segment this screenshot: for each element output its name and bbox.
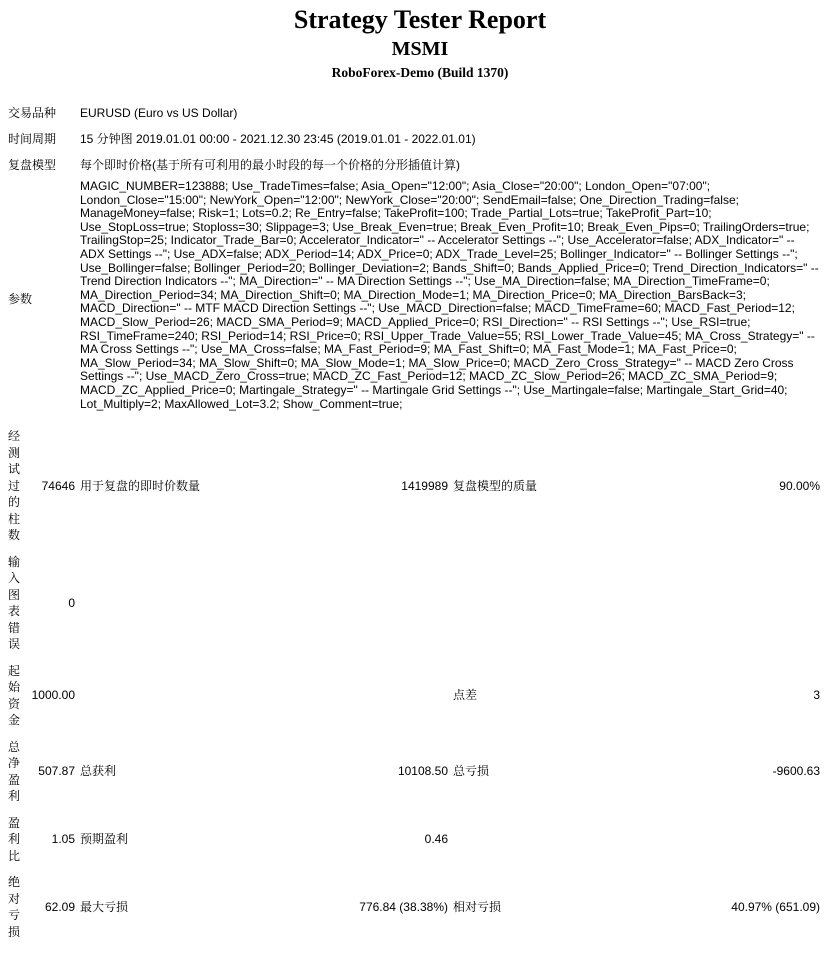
- table-row-bars-in-test: [8, 423, 820, 549]
- stat-label: 输入图表错误: [8, 554, 21, 652]
- stat-label: 复盘模型的质量: [453, 478, 538, 493]
- report-header: [8, 5, 832, 81]
- stat-label: 总净盈利: [8, 739, 21, 804]
- server-build: RoboForex-Demo (Build 1370): [331, 65, 509, 80]
- stat-value: 1000.00: [31, 688, 75, 703]
- stat-value: 62.09: [44, 899, 75, 914]
- model-label: 复盘模型: [8, 158, 57, 172]
- stat-label: [448, 549, 698, 658]
- settings-row-period: [8, 126, 820, 152]
- symbol-value: EURUSD (Euro vs US Dollar): [80, 106, 238, 120]
- stat-value: 40.97% (651.09): [731, 899, 820, 914]
- stat-value: 507.87: [38, 764, 75, 779]
- stat-label: 最大亏损: [80, 899, 129, 914]
- stat-label: [448, 810, 698, 870]
- strategy-tester-report: [0, 5, 832, 953]
- settings-row-symbol: [8, 100, 820, 126]
- stat-label: 起始资金: [8, 663, 21, 728]
- settings-table: [8, 100, 820, 419]
- stat-value: 1419989: [401, 478, 448, 493]
- stat-value: [698, 810, 820, 870]
- stat-value: 74646: [41, 478, 75, 493]
- stat-value: [345, 658, 448, 734]
- stat-value: 90.00%: [779, 478, 820, 493]
- parameters-label: 参数: [8, 291, 33, 306]
- settings-row-parameters: [8, 178, 820, 419]
- stat-label: 用于复盘的即时价数量: [80, 478, 201, 493]
- stats-table: [8, 423, 820, 945]
- stat-value: [345, 549, 448, 658]
- stat-value: [698, 549, 820, 658]
- period-label: 时间周期: [8, 132, 57, 146]
- stat-value: 1.05: [51, 832, 75, 847]
- stat-label: 总亏损: [453, 764, 490, 779]
- expert-name: MSMI: [391, 38, 449, 60]
- table-row-absolute-drawdown: [8, 869, 820, 945]
- stat-value: -9600.63: [772, 764, 820, 779]
- stat-label: 预期盈利: [80, 832, 129, 847]
- stat-label: 相对亏损: [453, 899, 502, 914]
- stat-value: 0: [68, 595, 75, 610]
- table-row-total-net-profit: [8, 734, 820, 810]
- stat-label: [75, 549, 345, 658]
- table-row-mismatched-charts-errors: [8, 549, 820, 658]
- stat-value: 10108.50: [397, 764, 448, 779]
- stat-label: 总获利: [80, 764, 117, 779]
- stat-label: 点差: [453, 688, 478, 703]
- stat-label: 盈利比: [8, 815, 21, 863]
- stat-value: 776.84 (38.38%): [359, 899, 448, 914]
- table-row-initial-deposit: [8, 658, 820, 734]
- period-value: 15 分钟图 2019.01.01 00:00 - 2021.12.30 23:45 (2019.01.01 - 2022.01.01): [80, 132, 476, 146]
- page-title: Strategy Tester Report: [293, 5, 547, 34]
- parameters-value: MAGIC_NUMBER=123888; Use_TradeTimes=false; Asia_Open="12:00"; Asia_Close="20:00"; London_Open="07:00"; London_Close="15:00"; NewYork_Open="12:00"; NewYork_Close="20:00"; SendEmail=false; One_Direction_Trading=false; ManageMoney=false; Risk=1; Lots=0.2; Re_Entry=false; TakeProfit=100; Trade_Partial_Lots=true; TakeProfit_Part=10; Use_StopLoss=true; Stoploss=30; Slippage=3; Use_Break_Even=true; Break_Even_Profit=10; Break_Even_Pips=0; TrailingOrders=true; TrailingStop=25; Indicator_Trade_Bar=0; Accelerator_Indicator=" -- Accelerator Settings --"; Use_Accelerator=false; ADX_Indicator=" -- ADX Settings --"; Use_ADX=false; ADX_Period=14; ADX_Price=0; ADX_Trade_Level=25; Bollinger_Indicator=" -- Bollinger Settings --"; Use_Bollinger=false; Bollinger_Period=20; Bollinger_Deviation=2; Bands_Shift=0; Bands_Applied_Price=0; Trend_Direction_Indicators=" -- Trend Direction Indicators --"; MA_Direction=" -- MA Direction Settings --"; Use_MA_Direction=false; MA_Direction_TimeFrame=0; MA_Direction_Period=34; MA_Direction_Shift=0; MA_Direction_Mode=1; MA_Direction_Price=0; MA_Direction_BarsBack=3; MACD_Direction=" -- MTF MACD Direction Settings --"; Use_MACD_Direction=false; MACD_TimeFrame=60; MACD_Fast_Period=12; MACD_Slow_Period=26; MACD_SMA_Period=9; MACD_Applied_Price=0; RSI_Direction=" -- RSI Settings --"; Use_RSI=true; RSI_TimeFrame=240; RSI_Period=14; RSI_Price=0; RSI_Upper_Trade_Value=55; RSI_Lower_Trade_Value=45; MA_Cross_Strategy=" -- MA Cross Settings --"; Use_MA_Cross=false; MA_Fast_Period=9; MA_Fast_Shift=0; MA_Fast_Mode=1; MA_Fast_Price=0; MA_Slow_Period=34; MA_Slow_Shift=0; MA_Slow_Mode=1; MA_Slow_Price=0; MACD_Zero_Cross_Strategy=" -- MACD Zero Cross Settings --"; Use_MACD_Zero_Cross=true; MACD_ZC_Fast_Period=12; MACD_ZC_Slow_Period=26; MACD_ZC_SMA_Period=9; MACD_ZC_Applied_Price=0; Martingale_Strategy=" -- Martingale Grid Settings --"; Use_Martingale=false; Martingale_Start_Grid=40; Lot_Multiply=2; MaxAllowed_Lot=3.2; Show_Comment=true;: [80, 179, 819, 411]
- symbol-label: 交易品种: [8, 106, 57, 120]
- stat-label: 绝对亏损: [8, 875, 21, 939]
- stat-label: [75, 658, 345, 734]
- stat-value: 0.46: [424, 832, 448, 847]
- model-value: 每个即时价格(基于所有可利用的最小时段的每一个价格的分形插值计算): [80, 158, 460, 172]
- stat-value: 3: [813, 688, 820, 703]
- stat-label: 经测试过的柱数: [8, 429, 21, 543]
- settings-row-model: [8, 152, 820, 178]
- table-row-profit-factor: [8, 810, 820, 870]
